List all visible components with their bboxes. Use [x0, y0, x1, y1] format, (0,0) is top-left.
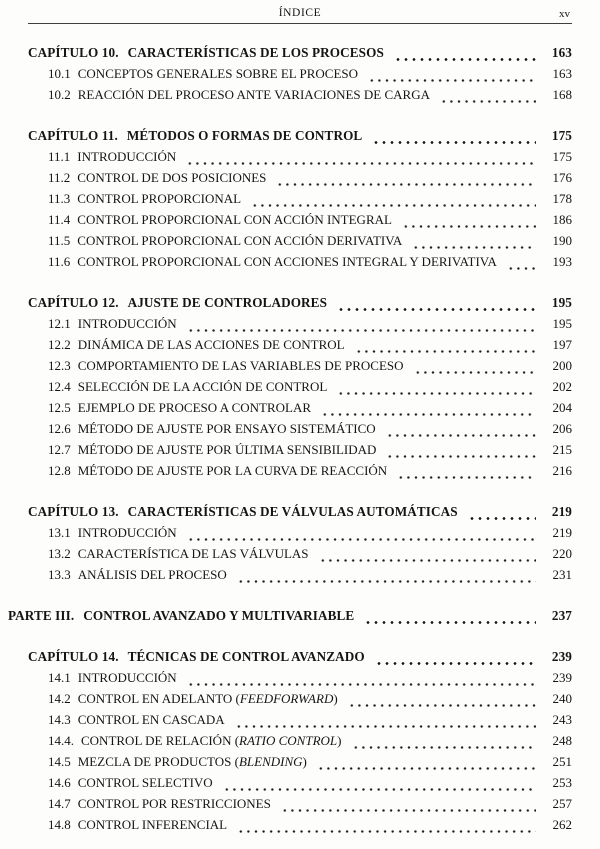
- toc-chapter-section: [28, 45, 572, 108]
- heading-page-number: 175: [551, 128, 572, 143]
- toc-entry-row: [28, 379, 572, 400]
- toc-entry-row: [28, 66, 572, 87]
- entry-page-number: 190: [552, 233, 572, 248]
- page-header: [28, 6, 572, 24]
- entry-number: 14.2: [48, 691, 71, 706]
- chapter-title: TÉCNICAS DE CONTROL AVANZADO: [127, 649, 365, 664]
- entry-title: [78, 463, 387, 479]
- dot-leader: [412, 358, 537, 379]
- toc-entry-row: [28, 670, 572, 691]
- entry-title-text: CONTROL POR RESTRICCIONES: [77, 796, 271, 811]
- entry-title: [78, 358, 404, 374]
- entry-title: [78, 775, 213, 791]
- entry-title: [77, 254, 497, 270]
- entry-title-text: EJEMPLO DE PROCESO A CONTROLAR: [77, 400, 312, 415]
- toc-entry-row: [28, 233, 572, 254]
- entry-number: 12.8: [48, 463, 71, 478]
- entry-number: 13.1: [48, 525, 71, 540]
- toc-chapter-section: [28, 128, 572, 275]
- entry-title-text: INTRODUCCIÓN: [77, 670, 177, 685]
- entry-title: [78, 316, 177, 332]
- entry-number: 12.2: [48, 337, 71, 352]
- dot-leader: [185, 670, 536, 691]
- entry-title: [78, 442, 377, 458]
- entry-title-italic: RATIO CONTROL: [239, 733, 338, 748]
- dot-leader: [221, 775, 536, 796]
- toc-part-section: [8, 608, 572, 629]
- entry-number: 11.2: [48, 170, 71, 185]
- entry-title-text: MEZCLA DE PRODUCTOS (: [77, 754, 239, 769]
- dot-leader: [350, 733, 537, 754]
- dot-leader: [235, 817, 536, 838]
- toc-entry-row: [28, 546, 572, 567]
- entry-title: [77, 212, 392, 228]
- entry-title: [78, 754, 307, 770]
- heading-page-number: 239: [551, 649, 572, 664]
- entry-title-text: CONTROL PROPORCIONAL CON ACCIONES INTEGRAL Y DERIVATIVA: [77, 254, 497, 269]
- entry-title-text: SELECCIÓN DE LA ACCIÓN DE CONTROL: [77, 379, 328, 394]
- entry-page-number: 219: [552, 525, 572, 540]
- entry-title: [77, 170, 266, 186]
- entry-title-text: DINÁMICA DE LAS ACCIONES DE CONTROL: [77, 337, 345, 352]
- entry-page-number: 202: [552, 379, 572, 394]
- entry-number: 11.6: [48, 254, 71, 269]
- toc-chapter-section: [28, 504, 572, 588]
- entry-page-number: 248: [552, 733, 572, 748]
- heading-page-number: 195: [551, 295, 572, 310]
- dot-leader: [362, 608, 536, 629]
- entry-title-text: MÉTODO DE AJUSTE POR LA CURVA DE REACCIÓN: [77, 463, 388, 478]
- entry-page-number: 220: [552, 546, 572, 561]
- toc-entry-row: [28, 254, 572, 275]
- entry-title-text: ): [333, 691, 338, 706]
- entry-page-number: 243: [552, 712, 572, 727]
- toc-entry-row: [28, 170, 572, 191]
- dot-leader: [346, 691, 536, 712]
- dot-leader: [233, 712, 536, 733]
- toc-entry-row: [28, 733, 572, 754]
- entry-title-text: CONTROL PROPORCIONAL: [77, 191, 242, 206]
- entry-number: 14.5: [48, 754, 71, 769]
- entry-number: 10.2: [48, 87, 71, 102]
- entry-number: 12.3: [48, 358, 71, 373]
- dot-leader: [317, 546, 536, 567]
- entry-title: [78, 87, 430, 103]
- dot-leader: [335, 295, 536, 316]
- entry-number: 14.4.: [48, 733, 74, 748]
- entry-number: 12.1: [48, 316, 71, 331]
- entry-title: [77, 191, 241, 207]
- dot-leader: [373, 649, 536, 670]
- entry-page-number: 253: [552, 775, 572, 790]
- dot-leader: [335, 379, 536, 400]
- chapter-label: CAPÍTULO 13.: [28, 504, 119, 519]
- entry-title: [81, 733, 342, 749]
- toc-chapter-section: [28, 295, 572, 484]
- entry-title-text: CONTROL PROPORCIONAL CON ACCIÓN INTEGRAL: [77, 212, 392, 227]
- chapter-title: AJUSTE DE CONTROLADORES: [127, 295, 328, 310]
- toc-entry-row: [28, 754, 572, 775]
- toc-chapter-section: [28, 649, 572, 838]
- entry-title-text: INTRODUCCIÓN: [77, 316, 177, 331]
- toc-entry-row: [28, 796, 572, 817]
- entry-number: 12.7: [48, 442, 71, 457]
- toc-entry-row: [28, 337, 572, 358]
- entry-number: 14.6: [48, 775, 71, 790]
- entry-title-text: CONCEPTOS GENERALES SOBRE EL PROCESO: [77, 66, 359, 81]
- running-header-title: ÍNDICE: [278, 7, 322, 19]
- entry-number: 11.1: [48, 149, 71, 164]
- entry-title: [78, 525, 177, 541]
- dot-leader: [319, 400, 536, 421]
- entry-page-number: 197: [552, 337, 572, 352]
- toc-entry-row: [28, 442, 572, 463]
- entry-number: 12.5: [48, 400, 71, 415]
- dot-leader: [466, 504, 536, 525]
- entry-title: [78, 337, 345, 353]
- entry-number: 12.6: [48, 421, 71, 436]
- entry-title-text: REACCIÓN DEL PROCESO ANTE VARIACIONES DE CARGA: [77, 87, 430, 102]
- entry-title-text: CARACTERÍSTICA DE LAS VÁLVULAS: [77, 546, 309, 561]
- entry-title: [78, 421, 376, 437]
- entry-title: [78, 712, 225, 728]
- entry-page-number: 200: [552, 358, 572, 373]
- toc-entry-row: [28, 421, 572, 442]
- chapter-label: CAPÍTULO 10.: [28, 45, 119, 60]
- entry-number: 10.1: [48, 66, 71, 81]
- entry-title-text: CONTROL DE DOS POSICIONES: [77, 170, 267, 185]
- entry-page-number: 176: [552, 170, 572, 185]
- entry-title-text: COMPORTAMIENTO DE LAS VARIABLES DE PROCESO: [77, 358, 404, 373]
- toc-entry-row: [28, 87, 572, 108]
- entry-number: 14.8: [48, 817, 71, 832]
- entry-number: 11.5: [48, 233, 71, 248]
- entry-number: 11.4: [48, 212, 71, 227]
- entry-title: [78, 400, 311, 416]
- dot-leader: [384, 442, 536, 463]
- entry-number: 13.2: [48, 546, 71, 561]
- dot-leader: [384, 421, 536, 442]
- dot-leader: [395, 463, 536, 484]
- entry-title: [78, 670, 177, 686]
- entry-title-italic: BLENDING: [238, 754, 303, 769]
- dot-leader: [249, 191, 536, 212]
- toc-entry-row: [28, 212, 572, 233]
- entry-number: 14.7: [48, 796, 71, 811]
- entry-title-text: CONTROL DE RELACIÓN (: [81, 733, 240, 748]
- entry-title-text: MÉTODO DE AJUSTE POR ENSAYO SISTEMÁTICO: [77, 421, 376, 436]
- heading-page-number: 163: [551, 45, 572, 60]
- part-title: CONTROL AVANZADO Y MULTIVARIABLE: [83, 608, 355, 623]
- toc-entry-row: [28, 691, 572, 712]
- entry-title-text: ): [337, 733, 342, 748]
- entry-title-text: INTRODUCCIÓN: [77, 149, 177, 164]
- entry-page-number: 178: [552, 191, 572, 206]
- chapter-title: MÉTODOS O FORMAS DE CONTROL: [126, 128, 363, 143]
- entry-page-number: 231: [552, 567, 572, 582]
- entry-page-number: 239: [552, 670, 572, 685]
- entry-title: [78, 379, 328, 395]
- chapter-title: CARACTERÍSTICAS DE LOS PROCESOS: [127, 45, 384, 60]
- toc-entry-row: [28, 400, 572, 421]
- entry-page-number: 216: [552, 463, 572, 478]
- entry-title: [78, 546, 309, 562]
- toc-entry-row: [28, 316, 572, 337]
- entry-page-number: 262: [552, 817, 572, 832]
- dot-leader: [410, 233, 536, 254]
- entry-page-number: 204: [552, 400, 572, 415]
- entry-title-text: MÉTODO DE AJUSTE POR ÚLTIMA SENSIBILIDAD: [77, 442, 377, 457]
- entry-page-number: 186: [552, 212, 572, 227]
- entry-title: [77, 233, 402, 249]
- entry-page-number: 195: [552, 316, 572, 331]
- dot-leader: [185, 525, 536, 546]
- entry-number: 13.3: [48, 567, 71, 582]
- entry-title-text: CONTROL EN CASCADA: [77, 712, 225, 727]
- chapter-heading-row: [28, 504, 572, 525]
- dot-leader: [400, 212, 536, 233]
- part-heading-row: [8, 608, 572, 629]
- dot-leader: [184, 149, 536, 170]
- folio-page-number: xv: [559, 8, 570, 20]
- entry-page-number: 193: [552, 254, 572, 269]
- entry-title: [78, 796, 271, 812]
- chapter-label: CAPÍTULO 11.: [28, 128, 118, 143]
- entry-title-text: CONTROL PROPORCIONAL CON ACCIÓN DERIVATIVA: [77, 233, 403, 248]
- dot-leader: [392, 45, 536, 66]
- entry-number: 12.4: [48, 379, 71, 394]
- toc-entry-row: [28, 567, 572, 588]
- entry-title-text: CONTROL EN ADELANTO (: [77, 691, 240, 706]
- heading-page-number: 237: [551, 608, 572, 623]
- chapter-heading-row: [28, 45, 572, 66]
- dot-leader: [366, 66, 536, 87]
- entry-title: [77, 149, 176, 165]
- entry-title: [78, 817, 227, 833]
- entry-title: [78, 66, 358, 82]
- entry-number: 14.3: [48, 712, 71, 727]
- toc-entry-row: [28, 463, 572, 484]
- toc-entry-row: [28, 775, 572, 796]
- entry-page-number: 175: [552, 149, 572, 164]
- chapter-heading-row: [28, 128, 572, 149]
- entry-title-text: ): [302, 754, 307, 769]
- toc-body: [8, 45, 572, 838]
- entry-title: [78, 691, 338, 707]
- dot-leader: [315, 754, 536, 775]
- dot-leader: [185, 316, 536, 337]
- part-label: PARTE III.: [8, 608, 75, 623]
- entry-title-italic: FEEDFORWARD: [239, 691, 334, 706]
- heading-page-number: 219: [551, 504, 572, 519]
- chapter-heading-row: [28, 649, 572, 670]
- chapter-label: CAPÍTULO 14.: [28, 649, 119, 664]
- entry-title: [78, 567, 227, 583]
- entry-number: 11.3: [48, 191, 71, 206]
- toc-entry-row: [28, 712, 572, 733]
- toc-entry-row: [28, 817, 572, 838]
- toc-entry-row: [28, 149, 572, 170]
- entry-title-text: CONTROL SELECTIVO: [77, 775, 213, 790]
- entry-number: 14.1: [48, 670, 71, 685]
- dot-leader: [353, 337, 536, 358]
- entry-page-number: 168: [552, 87, 572, 102]
- entry-title-text: CONTROL INFERENCIAL: [77, 817, 228, 832]
- dot-leader: [279, 796, 536, 817]
- entry-page-number: 257: [552, 796, 572, 811]
- chapter-title: CARACTERÍSTICAS DE VÁLVULAS AUTOMÁTICAS: [127, 504, 458, 519]
- toc-entry-row: [28, 358, 572, 379]
- dot-leader: [274, 170, 536, 191]
- dot-leader: [370, 128, 536, 149]
- entry-page-number: 251: [552, 754, 572, 769]
- entry-page-number: 240: [552, 691, 572, 706]
- entry-page-number: 163: [552, 66, 572, 81]
- entry-title-text: ANÁLISIS DEL PROCESO: [77, 567, 227, 582]
- entry-title-text: INTRODUCCIÓN: [77, 525, 177, 540]
- entry-page-number: 206: [552, 421, 572, 436]
- dot-leader: [438, 87, 536, 108]
- chapter-heading-row: [28, 295, 572, 316]
- toc-entry-row: [28, 525, 572, 546]
- dot-leader: [235, 567, 536, 588]
- dot-leader: [505, 254, 536, 275]
- chapter-label: CAPÍTULO 12.: [28, 295, 119, 310]
- toc-entry-row: [28, 191, 572, 212]
- entry-page-number: 215: [552, 442, 572, 457]
